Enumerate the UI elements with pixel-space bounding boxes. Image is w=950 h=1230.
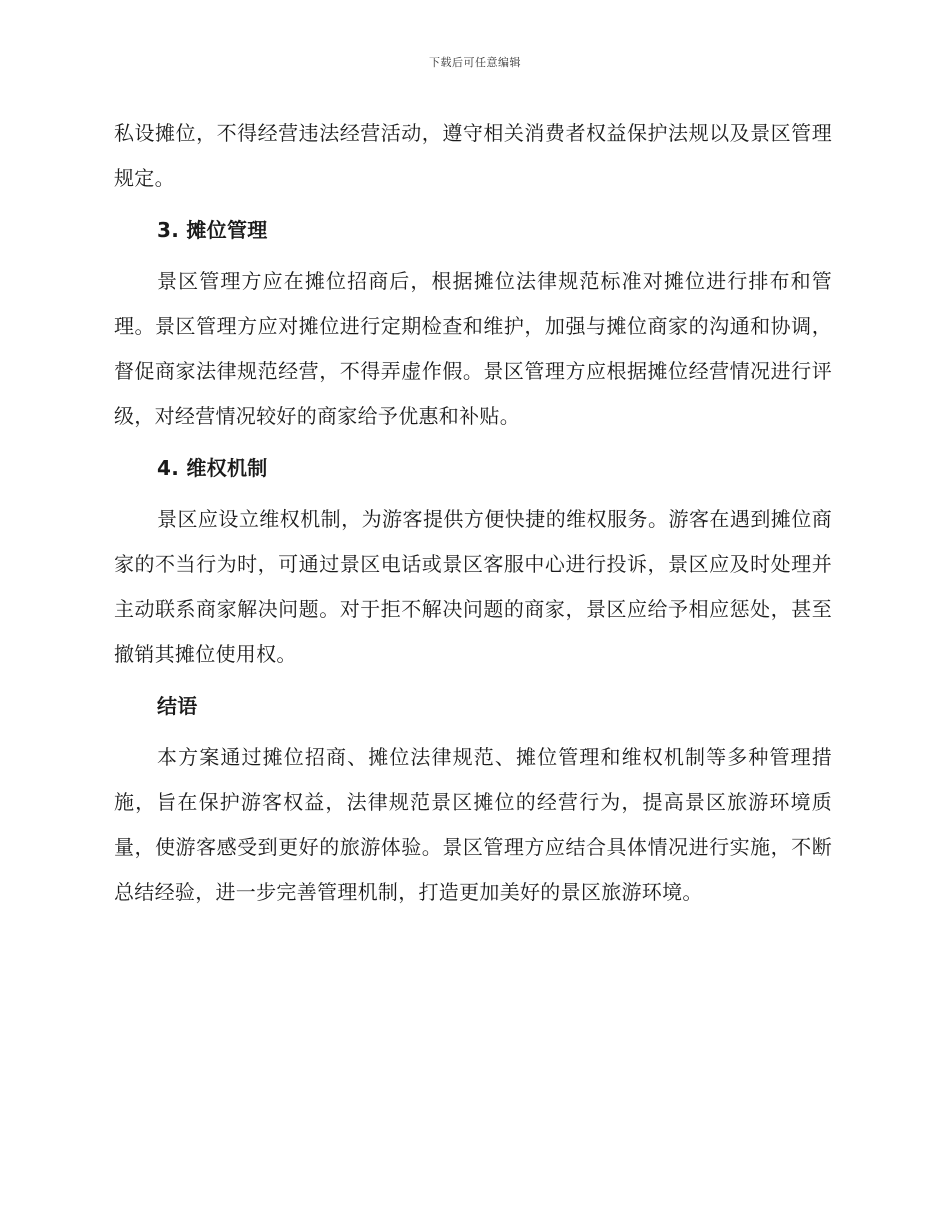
section-heading-rights-protection: 4. 维权机制 bbox=[157, 456, 268, 480]
section-paragraph-conclusion: 本方案通过摊位招商、摊位法律规范、摊位管理和维权机制等多种管理措施，旨在保护游客权益，法律规范景区摊位的经营行为，提高景区旅游环境质量，使游客感受到更好的旅游体验。景区管理方应结合具体情况进行实施，不断总结经验，进一步完善管理机制，打造更加美好的景区旅游环境。 bbox=[114, 745, 832, 904]
section-paragraph-stall-management: 景区管理方应在摊位招商后，根据摊位法律规范标准对摊位进行排布和管理。景区管理方应对摊位进行定期检查和维护，加强与摊位商家的沟通和协调，督促商家法律规范经营，不得弄虚作假。景区管理方应根据摊位经营情况进行评级，对经营情况较好的商家给予优惠和补贴。 bbox=[114, 269, 832, 428]
document-body bbox=[114, 111, 832, 915]
page-header: 下载后可任意编辑 bbox=[429, 56, 521, 69]
section-paragraph-rights-protection: 景区应设立维权机制，为游客提供方便快捷的维权服务。游客在遇到摊位商家的不当行为时，可通过景区电话或景区客服中心进行投诉，景区应及时处理并主动联系商家解决问题。对于拒不解决问题的商家，景区应给予相应惩处，甚至撤销其摊位使用权。 bbox=[114, 507, 832, 666]
section-heading-conclusion: 结语 bbox=[157, 694, 198, 718]
continuation-paragraph: 私设摊位，不得经营违法经营活动，遵守相关消费者权益保护法规以及景区管理规定。 bbox=[114, 121, 832, 190]
section-heading-stall-management: 3. 摊位管理 bbox=[157, 218, 268, 242]
